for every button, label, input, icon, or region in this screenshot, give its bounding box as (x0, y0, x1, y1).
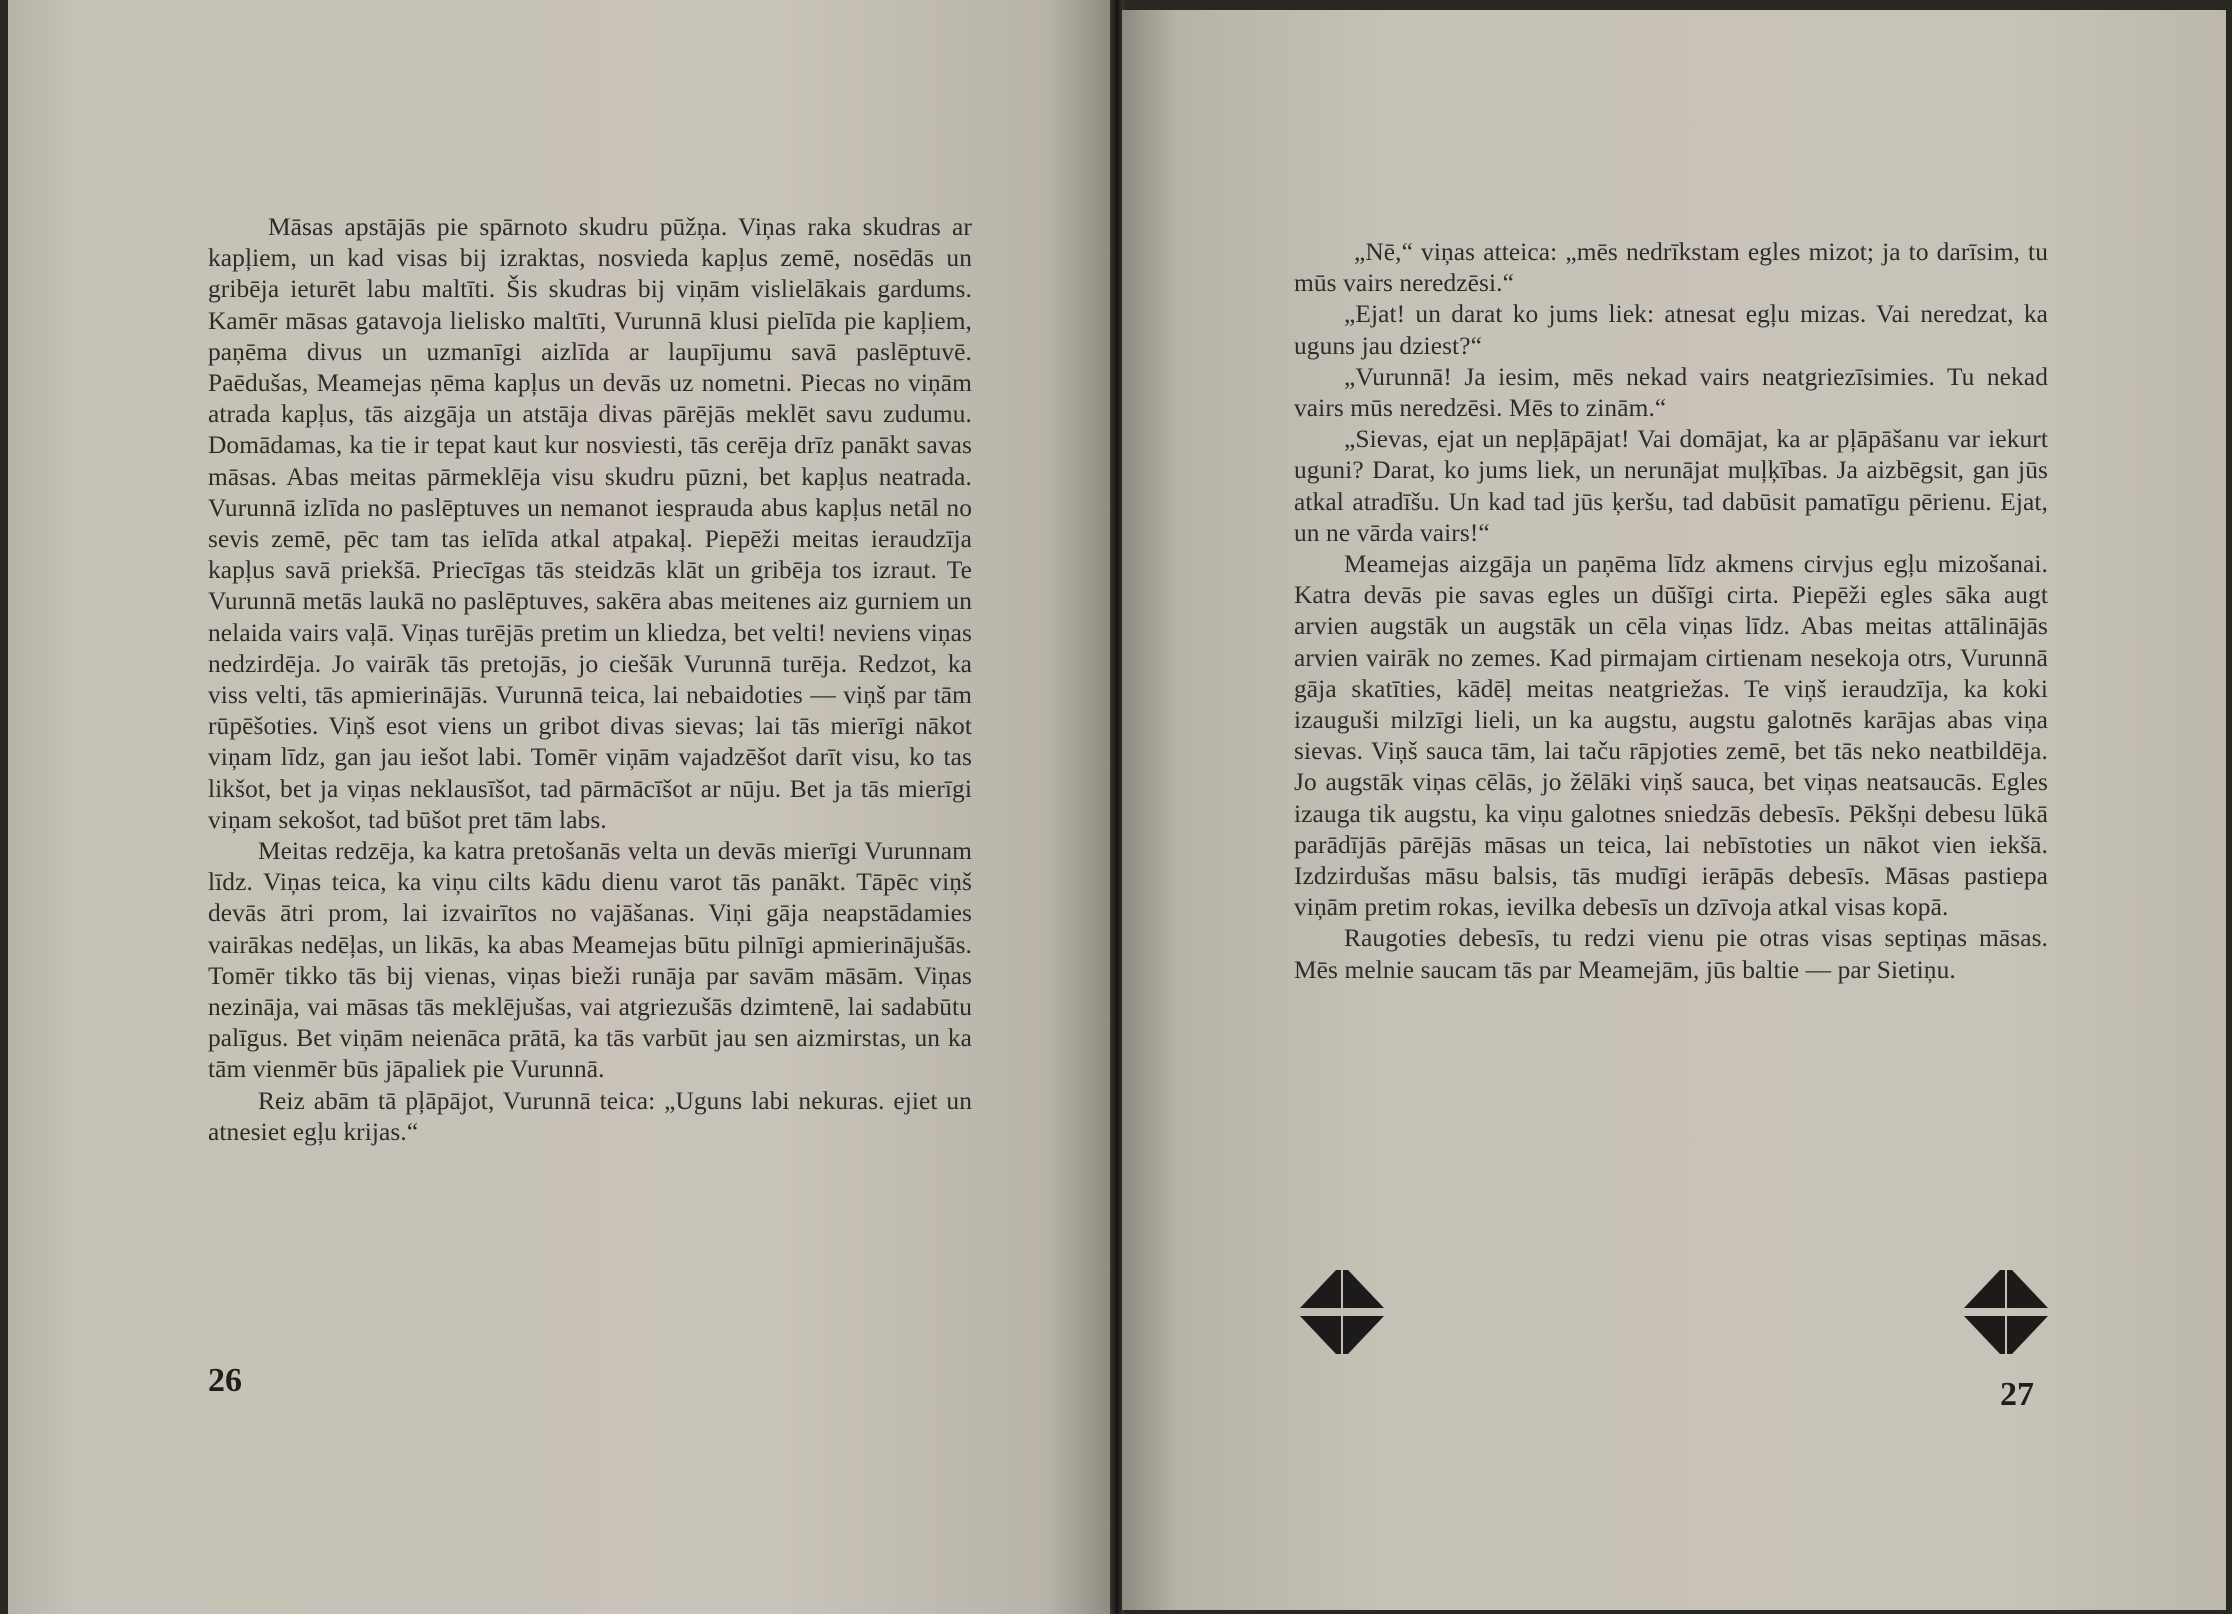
paragraph: Meitas redzēja, ka katra pretošanās velta un devās mierīgi Vurunnam līdz. Viņas teica, ka viņu cilts kādu dienu varot tās panākt. Tāpēc viņš devās ātri prom, lai izvairītos no vajāšanas. Viņi gāja neapstādamies vairākas nedēļas, un likās, ka abas Meamejas būtu pilnīgi apmierinājušās. Tomēr tikko tās bij vienas, viņas bieži runāja par savām māsām. Viņas nezināja, vai māsas tās meklējušas, vai atgriezušās dzimtenē, lai sadabūtu palīgus. Bet viņām neienāca prātā, ka tās varbūt jau sen aizmirstas, un ka tām vienmēr būs jāpaliek pie Vurunnā. (208, 837, 972, 1084)
left-page (8, 0, 1112, 1614)
paragraph: Raugoties debesīs, tu redzi vienu pie otras visas septiņas māsas. Mēs melnie saucam tās par Meamejām, jūs baltie — par Sietiņu. (1294, 924, 2048, 984)
page-number: 27 (2000, 1376, 2034, 1413)
left-page-text (208, 212, 972, 1148)
paragraph: Meamejas aizgāja un paņēma līdz akmens cirvjus egļu mizošanai. Katra devās pie savas egles un dūšīgi cirta. Piepēži egles sāka augt arvien augstāk un augstāk un cēla viņas līdz. Abas meitas attālinājās arvien vairāk no zemes. Kad pirmajam cirtienam nesekoja otrs, Vurunnā gāja skatīties, kādēļ meitas neatgriežas. Te viņš ieraudzīja, ka koki izauguši milzīgi lieli, un ka augstu, augstu galotnēs karājas abas viņa sievas. Viņš sauca tām, lai taču rāpjoties zemē, bet tās neko neatbildēja. Jo augstāk viņas cēlās, jo žēlāki viņš sauca, bet viņas neatsaucās. Egles izauga tik augstu, ka viņu galotnes sniedzās debesīs. Pēkšņi debesu lūkā parādījās pārējās māsas un teica, lai nebīstoties un nākot vien iekšā. Izdzirdušas māsu balsis, tās mudīgi ierāpās debesīs. Māsas pastiepa viņām pretim rokas, ievilka debesīs un dzīvoja atkal visas kopā. (1294, 550, 2048, 922)
paragraph: „Nē,“ viņas atteica: „mēs nedrīkstam egles mizot; ja to darīsim, tu mūs vairs neredzēsi.“ (1294, 238, 2048, 298)
cross-ornament-icon (1960, 1266, 2052, 1358)
paragraph: „Sievas, ejat un nepļāpājat! Vai domājat, ka ar pļāpāšanu var iekurt uguni? Darat, ko jums liek, un nerunājat muļķības. Ja aizbēgsit, gan jūs atkal atradīšu. Un kad tad jūs ķeršu, tad dabūsit pamatīgu pērienu. Ejat, un ne vārda vairs!“ (1294, 425, 2048, 547)
right-page (1122, 10, 2226, 1610)
paragraph: Reiz abām tā pļāpājot, Vurunnā teica: „Uguns labi nekuras. ejiet un atnesiet egļu krijas.“ (208, 1086, 972, 1146)
paragraph: Māsas apstājās pie spārnoto skudru pūžņa. Viņas raka skudras ar kapļiem, un kad visas bij izraktas, nosvieda kapļus zemē, nosēdās un gribēja ieturēt labu maltīti. Šis skudras bij viņām vislielākais gardums. Kamēr māsas gatavoja lielisko maltīti, Vurunnā klusi pielīda pie kapļiem, paņēma divus un uzmanīgi aizlīda ar laupījumu savā paslēptuvē. Paēdušas, Meamejas ņēma kapļus un devās uz nometni. Piecas no viņām atrada kapļus, tās aizgāja un atstāja divas pārējās meklēt savu zudumu. Domādamas, ka tie ir tepat kaut kur nosviesti, tās cerēja drīz panākt savas māsas. Abas meitas pārmeklēja visu skudru pūzni, bet kapļus neatrada. Vurunnā izlīda no paslēptuves un nemanot iesprauda abus kapļus netāl no sevis zemē, pēc tam tas ielīda atkal atpakaļ. Piepēži meitas ieraudzīja kapļus savā priekšā. Priecīgas tās steidzās klāt un gribēja tos izraut. Te Vurunnā metās laukā no paslēptuves, sakēra abas meitenes aiz gurniem un nelaida vairs vaļā. Viņas turējās pretim un kliedza, bet velti! neviens viņas nedzirdēja. Jo vairāk tās pretojās, jo ciešāk Vurunnā turēja. Redzot, ka viss velti, tās apmierinājās. Vurunnā teica, lai nebaidoties — viņš par tām rūpēšoties. Viņš esot viens un gribot divas sievas; lai tās mierīgi nākot viņam līdz, gan jau iešot labi. Tomēr viņām vajadzēšot darīt visu, ko tas likšot, bet ja viņas neklausīšot, tad pārmācīšot ar nūju. Bet ja tās mierīgi viņam sekošot, tad būšot pret tām labs. (208, 213, 972, 834)
paragraph: „Ejat! un darat ko jums liek: atnesat egļu mizas. Vai neredzat, ka uguns jau dziest?“ (1294, 300, 2048, 360)
page-number: 26 (208, 1362, 242, 1399)
cross-ornament-icon (1296, 1266, 1388, 1358)
paragraph: „Vurunnā! Ja iesim, mēs nekad vairs neatgriezīsimies. Tu nekad vairs mūs neredzēsi. Mēs to zinām.“ (1294, 362, 2048, 423)
right-page-text (1294, 237, 2048, 986)
